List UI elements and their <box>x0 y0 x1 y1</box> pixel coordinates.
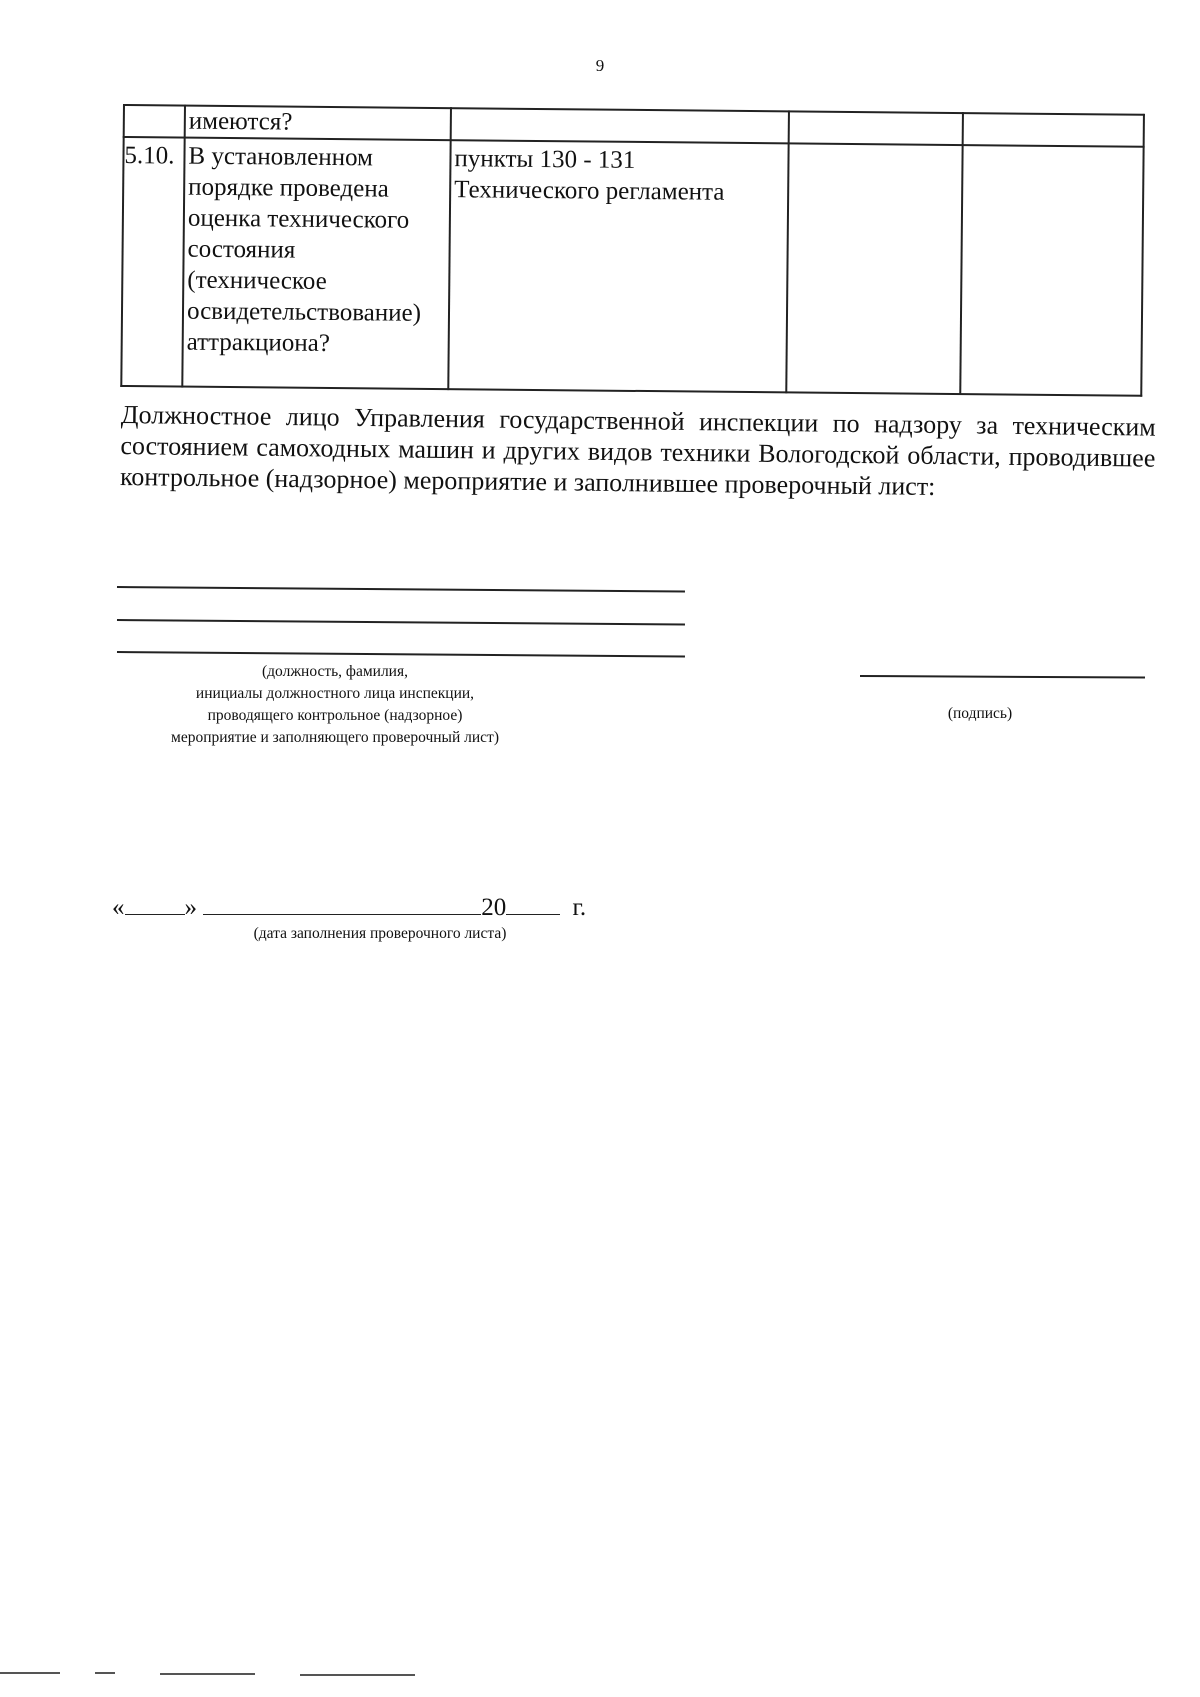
month-blank <box>203 892 481 915</box>
year-blank <box>506 892 560 915</box>
year-suffix: г. <box>572 894 587 921</box>
official-name-line <box>117 619 685 625</box>
official-statement: Должностное лицо Управления государственной инспекции по надзору за техническим состоянием самоходных машин и других видов техники Вологодской области, проводившее контрольное (надзорное) мероприятие и заполнившее проверочный лист: <box>119 399 1156 501</box>
signature-caption: (подпись) <box>947 705 1013 722</box>
table-col-divider <box>181 105 186 388</box>
row-reference <box>454 143 785 208</box>
question-line: В установленном <box>188 142 373 172</box>
year-prefix: 20 <box>481 894 507 921</box>
scan-artifact <box>95 1672 115 1674</box>
scan-artifact <box>0 1672 60 1674</box>
page-number: 9 <box>595 56 605 75</box>
fill-date-row <box>112 892 586 922</box>
date-open-quote: « <box>112 894 125 921</box>
reference-line: Технического регламента <box>454 176 725 206</box>
day-blank <box>125 892 185 915</box>
official-caption <box>100 661 570 749</box>
caption-line: (должность, фамилия, <box>261 663 408 680</box>
row-number: 5.10. <box>124 142 175 170</box>
prev-row-question-tail: имеются? <box>188 107 293 136</box>
answer-cell-empty <box>787 144 961 393</box>
date-close-quote: » <box>184 894 197 921</box>
question-line: состояния <box>187 235 296 264</box>
date-caption: (дата заполнения проверочного листа) <box>253 925 507 942</box>
question-line: оценка технического <box>187 204 410 234</box>
checklist-table <box>120 104 1145 397</box>
caption-line: мероприятие и заполняющего проверочный лист) <box>171 729 499 746</box>
caption-line: инициалы должностного лица инспекции, <box>195 685 475 702</box>
signature-line <box>860 675 1145 678</box>
question-line: аттракциона? <box>186 328 331 357</box>
reference-line: пункты 130 - 131 <box>454 145 636 174</box>
scan-artifact <box>160 1673 255 1675</box>
question-line: освидетельствование) <box>186 297 422 327</box>
official-name-line <box>117 651 685 657</box>
note-cell-empty <box>961 146 1142 395</box>
question-line: порядке проведена <box>188 173 389 203</box>
question-line: (техническое <box>187 266 327 295</box>
official-name-line <box>117 586 685 592</box>
row-question <box>187 141 451 361</box>
scan-artifact <box>300 1674 415 1676</box>
caption-line: проводящего контрольное (надзорное) <box>207 707 463 724</box>
